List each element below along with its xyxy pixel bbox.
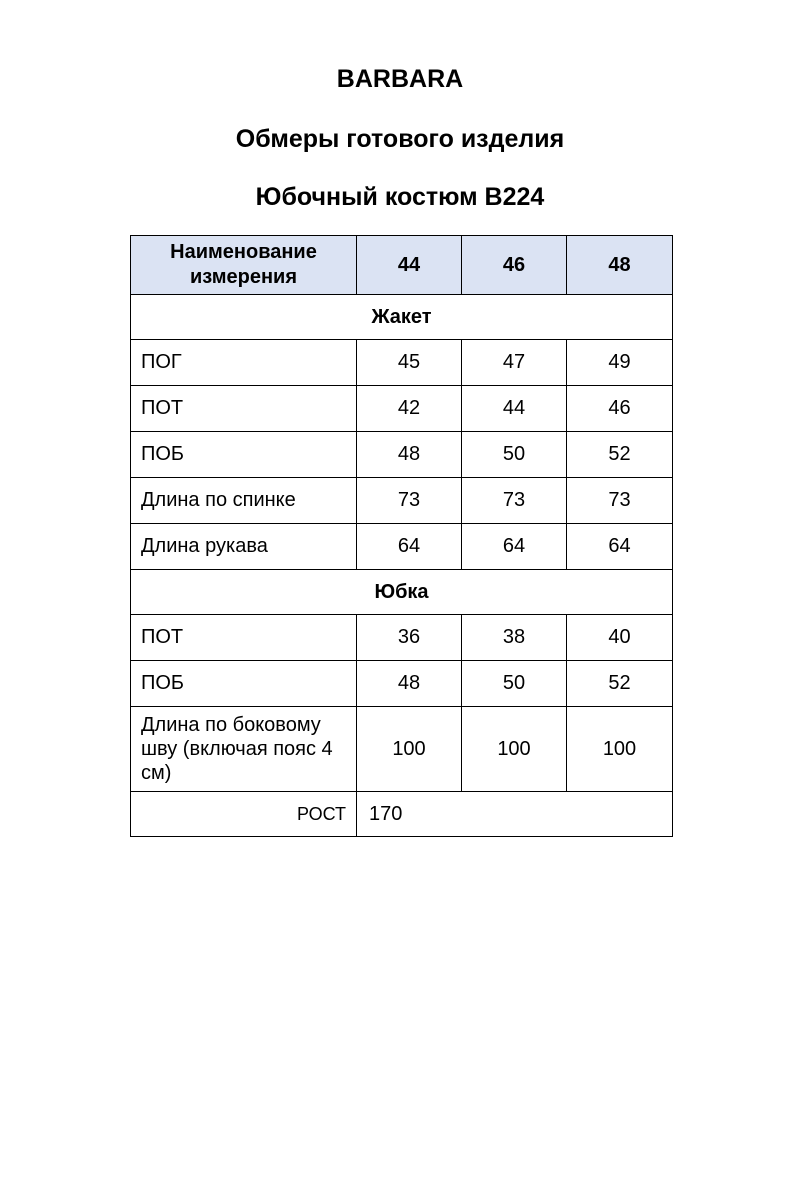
measurement-value: 73 bbox=[357, 478, 462, 524]
measurement-name: ПОТ bbox=[131, 386, 357, 432]
section-row-skirt bbox=[131, 570, 673, 615]
measurement-value: 48 bbox=[357, 661, 462, 707]
measurement-value: 100 bbox=[462, 707, 567, 792]
measurement-name: ПОБ bbox=[131, 661, 357, 707]
product-title: Юбочный костюм B224 bbox=[255, 183, 545, 211]
table-row bbox=[131, 524, 673, 570]
measurement-value: 52 bbox=[567, 432, 673, 478]
measurement-value: 48 bbox=[357, 432, 462, 478]
measurement-value: 100 bbox=[357, 707, 462, 792]
measurement-name: Длина по спинке bbox=[131, 478, 357, 524]
measurement-value: 40 bbox=[567, 615, 673, 661]
measurement-value: 50 bbox=[462, 661, 567, 707]
measurement-value: 64 bbox=[357, 524, 462, 570]
measurement-name: Длина рукава bbox=[131, 524, 357, 570]
table-row bbox=[131, 661, 673, 707]
measurement-name-header: Наименование измерения bbox=[131, 236, 357, 295]
height-row bbox=[131, 792, 673, 837]
measurement-value: 46 bbox=[567, 386, 673, 432]
table-row bbox=[131, 615, 673, 661]
height-label: РОСТ bbox=[131, 792, 357, 837]
measurement-value: 47 bbox=[462, 340, 567, 386]
measurement-value: 38 bbox=[462, 615, 567, 661]
size-header: 48 bbox=[567, 236, 673, 295]
measurement-name: Длина по боковому шву (включая пояс 4 см) bbox=[131, 707, 357, 792]
measurement-value: 42 bbox=[357, 386, 462, 432]
table-row bbox=[131, 340, 673, 386]
measurement-value: 36 bbox=[357, 615, 462, 661]
height-value: 170 bbox=[357, 792, 673, 837]
size-header: 44 bbox=[357, 236, 462, 295]
table-row bbox=[131, 478, 673, 524]
document-subtitle: Обмеры готового изделия bbox=[235, 125, 565, 153]
measurement-value: 49 bbox=[567, 340, 673, 386]
measurement-value: 100 bbox=[567, 707, 673, 792]
measurement-value: 64 bbox=[462, 524, 567, 570]
table-row bbox=[131, 432, 673, 478]
measurements-table bbox=[130, 235, 673, 837]
measurement-value: 44 bbox=[462, 386, 567, 432]
brand-title: BARBARA bbox=[336, 65, 464, 93]
measurement-value: 45 bbox=[357, 340, 462, 386]
measurement-value: 50 bbox=[462, 432, 567, 478]
measurement-name: ПОГ bbox=[131, 340, 357, 386]
measurement-value: 64 bbox=[567, 524, 673, 570]
section-row-jacket bbox=[131, 295, 673, 340]
measurement-name: ПОБ bbox=[131, 432, 357, 478]
table-row bbox=[131, 707, 673, 792]
size-header: 46 bbox=[462, 236, 567, 295]
measurement-value: 52 bbox=[567, 661, 673, 707]
section-title: Жакет bbox=[131, 295, 673, 340]
table-header-row bbox=[131, 236, 673, 295]
table-row bbox=[131, 386, 673, 432]
measurement-value: 73 bbox=[462, 478, 567, 524]
measurement-name: ПОТ bbox=[131, 615, 357, 661]
measurement-value: 73 bbox=[567, 478, 673, 524]
section-title: Юбка bbox=[131, 570, 673, 615]
